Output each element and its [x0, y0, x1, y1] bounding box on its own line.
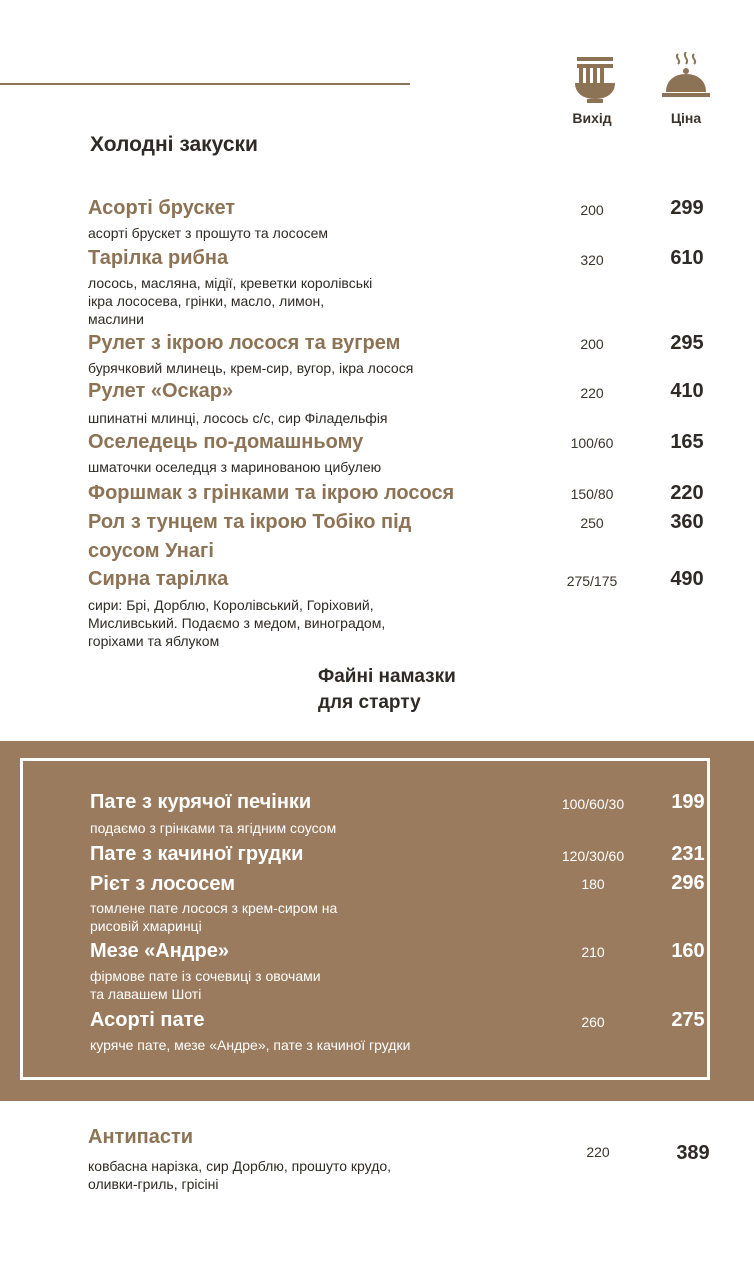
menu-item-name: Пате з курячої печінки [90, 791, 312, 813]
menu-item-name: Оселедець по-домашньому [88, 431, 364, 453]
menu-item-price: 165 [670, 431, 704, 453]
menu-item-desc: сири: Брі, Дорблю, Королівський, Горіховий, Мисливський. Подаємо з медом, виноградом, горіхами та яблуком [88, 597, 386, 649]
menu-item-desc: шматочки оселедця з маринованою цибулею [88, 459, 382, 475]
menu-item-name: Сирна тарілка [88, 568, 229, 590]
menu-item-desc: асорті брускет з прошуто та лососем [88, 225, 329, 241]
menu-item-price: 410 [670, 380, 704, 402]
menu-item-price: 295 [670, 332, 704, 354]
menu-item-weight: 120/30/60 [561, 848, 625, 864]
menu-item-price: 299 [670, 197, 704, 219]
menu-item-desc: бурячковий млинець, крем-сир, вугор, ікра лосося [88, 360, 414, 376]
weight-column-label: Вихід [572, 110, 612, 126]
spreads-panel [0, 741, 754, 1101]
menu-item-weight: 200 [580, 336, 604, 352]
menu-item-weight: 100/60/30 [561, 796, 625, 812]
menu-item-weight: 320 [580, 252, 604, 268]
menu-item-desc: подаємо з грінками та ягідним соусом [90, 820, 337, 836]
menu-item-name: Асорті брускет [88, 197, 236, 219]
menu-item-weight: 180 [581, 876, 605, 892]
noodle-bowl-icon [565, 55, 625, 105]
menu-item-price: 231 [671, 843, 705, 865]
section-title-spreads: Файні намазки для старту [318, 666, 456, 713]
section-title-cold-appetizers: Холодні закуски [90, 133, 258, 156]
menu-item-price: 199 [671, 791, 705, 813]
menu-item-name: Мезе «Андре» [90, 940, 229, 962]
menu-item-price: 360 [670, 511, 704, 533]
menu-item-price: 296 [671, 872, 705, 894]
menu-item-name: Рулет з ікрою лосося та вугрем [88, 332, 401, 354]
menu-item-weight: 220 [586, 1144, 610, 1160]
menu-item-weight: 260 [581, 1014, 605, 1030]
menu-item-name: Рол з тунцем та ікрою Тобіко під [88, 511, 412, 533]
price-column-label: Ціна [670, 110, 702, 126]
menu-item-price: 275 [671, 1009, 705, 1031]
menu-item-name: Форшмак з грінками та ікрою лосося [88, 482, 455, 504]
menu-item-weight: 250 [580, 515, 604, 531]
menu-item-weight: 150/80 [570, 486, 614, 502]
menu-item-name-continued: соусом Унагі [88, 540, 214, 562]
menu-item-price: 389 [676, 1142, 710, 1164]
menu-item-weight: 275/175 [566, 573, 618, 589]
menu-item-desc: куряче пате, мезе «Андре», пате з качиної грудки [90, 1037, 411, 1053]
menu-item-weight: 200 [580, 202, 604, 218]
menu-item-desc: шпинатні млинці, лосось с/с, сир Філадельфія [88, 410, 388, 426]
menu-item-name: Асорті пате [90, 1009, 205, 1031]
menu-item-name: Тарілка рибна [88, 247, 229, 269]
menu-item-weight: 220 [580, 385, 604, 401]
menu-item-desc: лосось, масляна, мідії, креветки королівські ікра лососева, грінки, масло, лимон, маслини [88, 275, 373, 327]
menu-item-desc: ковбасна нарізка, сир Дорблю, прошуто крудо, оливки-гриль, грісіні [88, 1158, 392, 1192]
menu-item-weight: 210 [581, 944, 605, 960]
menu-item-name: Пате з качиної грудки [90, 843, 304, 865]
menu-item-name: Рулет «Оскар» [88, 380, 234, 402]
menu-item-desc: томлене пате лосося з крем-сиром на рисовій хмаринці [90, 900, 338, 934]
cloche-icon [656, 52, 716, 102]
menu-item-price: 490 [670, 568, 704, 590]
menu-item-price: 610 [670, 247, 704, 269]
menu-item-price: 160 [671, 940, 705, 962]
menu-item-name: Антипасти [88, 1126, 194, 1148]
menu-item-desc: фірмове пате із сочевиці з овочами та лавашем Шоті [90, 968, 321, 1002]
header-divider [0, 83, 410, 85]
menu-item-weight: 100/60 [570, 435, 614, 451]
menu-item-price: 220 [670, 482, 704, 504]
menu-item-name: Рієт з лососем [90, 873, 236, 895]
